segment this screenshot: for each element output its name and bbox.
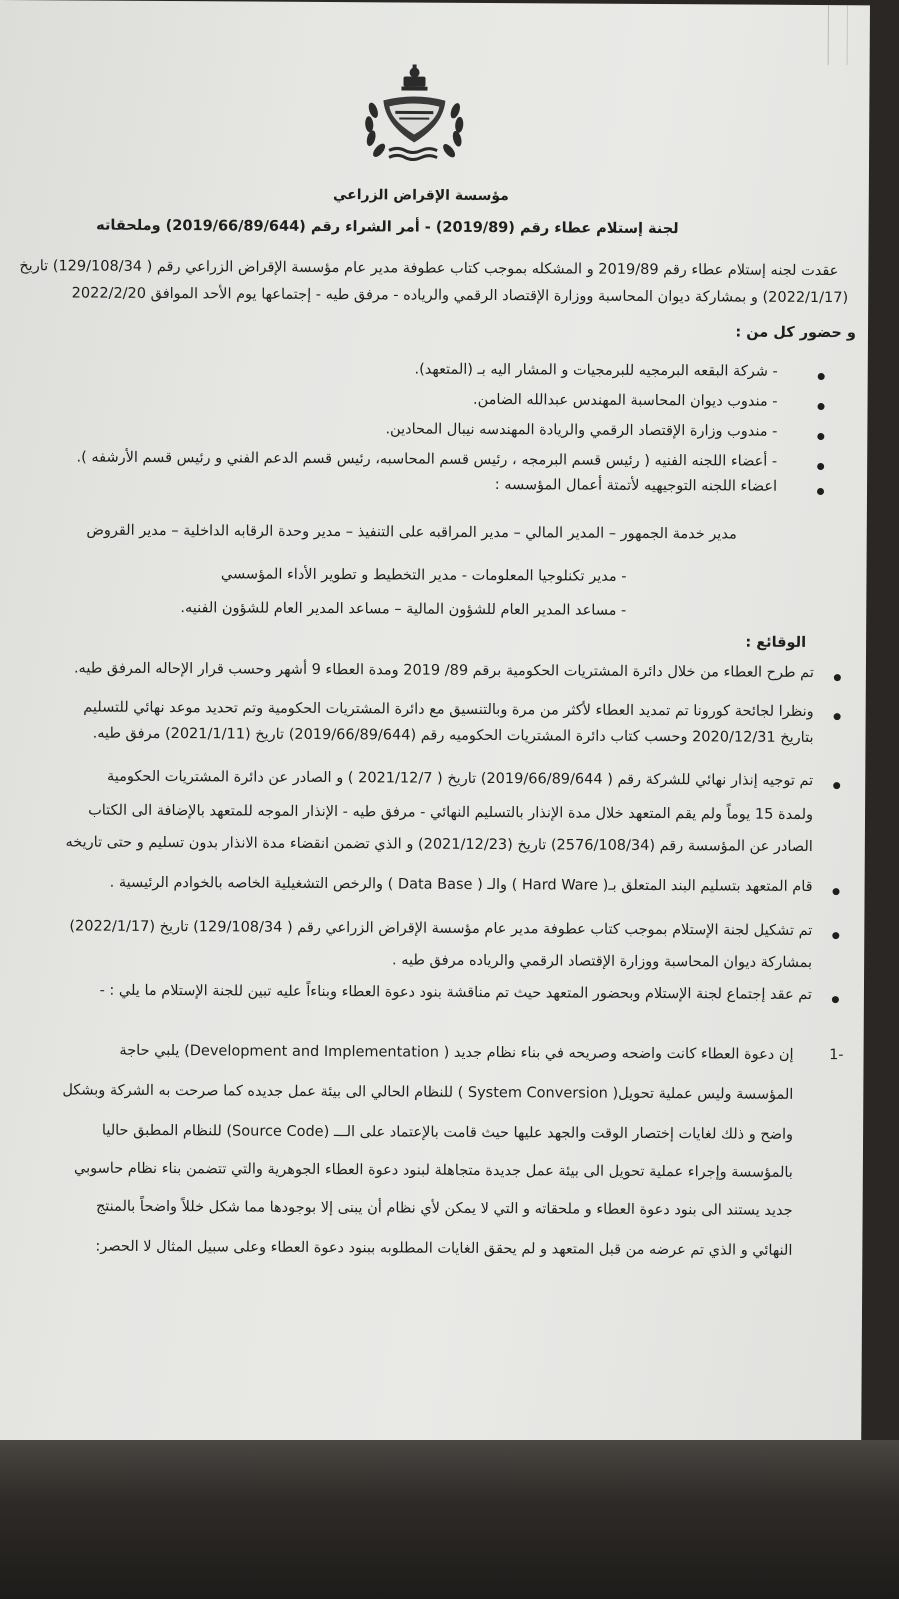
facts-heading: الوقائع : xyxy=(745,634,807,651)
fact-line: بتاريخ 2020/12/31 وحسب كتاب دائرة المشتريات الحكوميه رقم (2019/66/89/644) تاريخ (2021/1/11) مرفق طيه. xyxy=(92,725,814,746)
list-bullet xyxy=(834,713,841,720)
list-bullet xyxy=(817,463,824,470)
point-line: المؤسسة وليس عملية تحويل( System Conversion ) للنظام الحالي الى بيئة عمل جديده كما صرحت به الشركة وبشكل xyxy=(62,1082,794,1103)
steering-line: - مساعد المدير العام للشؤون المالية – مساعد المدير العام للشؤون الفنيه. xyxy=(180,600,627,619)
fact-line: ولمدة 15 يوماً ولم يقم المتعهد خلال مدة الإنذار بالتسليم النهائي - مرفق طيه - الإنذار الموجه للمتعهد بالإضافة الى الكتاب xyxy=(88,802,814,823)
list-bullet xyxy=(833,888,840,895)
point-line: واضح و ذلك لغايات إختصار الوقت والجهد عليها حيث قامت بالإعتماد على الـــ (Source Code) للنظام المطبق حاليا xyxy=(101,1122,794,1143)
page-crease xyxy=(828,5,848,65)
list-bullet xyxy=(832,996,839,1003)
list-bullet xyxy=(832,932,839,939)
attendees-heading: و حضور كل من : xyxy=(735,324,857,342)
intro-line-2: (2022/1/17) و بمشاركة ديوان المحاسبة ووزارة الإقتصاد الرقمي والرياده - مرفق طيه - إجتماعها يوم الأحد الموافق 2022/2/20 xyxy=(71,285,849,307)
point-line: جديد يستند الى بنود دعوة العطاء و ملحقاته و التي لا يمكن لأي نظام أن يبنى إلا بوجودها مما شكل خللاً واضحاً بالمنتج xyxy=(95,1198,793,1219)
list-bullet xyxy=(818,403,825,410)
point-number: -1 xyxy=(829,1047,844,1064)
org-name: مؤسسة الإقراض الزراعي xyxy=(332,187,509,205)
acc-logo-emblem xyxy=(359,62,470,173)
fact-line: بمشاركة ديوان المحاسبة ووزارة الإقتصاد الرقمي والرياده مرفق طيه . xyxy=(391,952,813,971)
point-line: النهائي و الذي تم عرضه من قبل المتعهد و لم يحقق الغايات المطلوبه ببنود دعوة العطاء وعلى سبيل المثال لا الحصر: xyxy=(95,1238,793,1259)
point-line: بالمؤسسة وإجراء عملية تحويل الى بيئة عمل جديدة متجاهلة لبنود دعوة العطاء الجوهرية والتي تتضمن بناء نظام حاسوبي xyxy=(73,1160,793,1181)
fact-line: تم تشكيل لجنة الإستلام بموجب كتاب عطوفة مدير عام مؤسسة الإقراض الزراعي رقم ( 129/108/34) تاريخ (2022/1/17) xyxy=(69,918,813,939)
fact-line: قام المتعهد بتسليم البند المتعلق بـ( Hard Ware ) والـ ( Data Base ) والرخص التشغيلية الخاصه بالخوادم الرئيسية . xyxy=(109,874,813,895)
intro-line-1: عقدت لجنه إستلام عطاء رقم 2019/89 و المشكله بموجب كتاب عطوفة مدير عام مؤسسة الإقراض الزراعي رقم ( 129/108/34) تاريخ xyxy=(19,258,839,280)
list-bullet xyxy=(818,373,825,380)
table-surface xyxy=(0,1440,899,1599)
list-bullet xyxy=(817,488,824,495)
fact-line: تم طرح العطاء من خلال دائرة المشتريات الحكومية برقم 89/ 2019 ومدة العطاء 9 أشهر وحسب قرار الإحاله المرفق طيه. xyxy=(73,660,814,681)
fact-line: تم عقد إجتماع لجنة الإستلام وبحضور المتعهد حيث تم مناقشة بنود دعوة العطاء وبناءاً عليه تبين للجنة الإستلام ما يلي : - xyxy=(99,982,812,1003)
attendee-item: - أعضاء اللجنه الفنيه ( رئيس قسم البرمجه ، رئيس قسم المحاسبه، رئيس قسم الدعم الفني و رئيس قسم الأرشفه ). xyxy=(76,449,778,470)
steering-line: مدير خدمة الجمهور – المدير المالي – مدير المراقبه على التنفيذ – مدير وحدة الرقابه الداخلية – مدير القروض xyxy=(86,522,737,543)
fact-line: تم توجيه إنذار نهائي للشركة رقم ( 2019/66/89/644) تاريخ ( 2021/12/7 ) و الصادر عن دائرة المشتريات الحكومية xyxy=(106,768,814,789)
attendee-item: اعضاء اللجنه التوجيهيه لأتمتة أعمال المؤسسه : xyxy=(494,477,778,495)
attendee-item: - مندوب ديوان المحاسبة المهندس عبدالله الضامن. xyxy=(472,391,778,410)
list-bullet xyxy=(817,433,824,440)
list-bullet xyxy=(833,782,840,789)
point-line: إن دعوة العطاء كانت واضحه وصريحه في بناء نظام جديد ( Development and Implementation) يلبي حاجة xyxy=(119,1042,794,1063)
committee-title: لجنة إستلام عطاء رقم (2019/89) - أمر الشراء رقم (2019/66/89/644) وملحقاته xyxy=(96,217,679,238)
fact-line: الصادر عن المؤسسة رقم (2576/108/34) تاريخ (2021/12/23) و الذي تضمن انقضاء مدة الانذار بدون تسليم و حتى تاريخه xyxy=(65,834,813,855)
fact-line: ونظرا لجائحة كورونا تم تمديد العطاء لأكثر من مرة وبالتنسيق مع دائرة المشتريات الحكومية وتم تحديد موعد نهائي للتسليم xyxy=(83,699,814,720)
steering-line: - مدير تكنلوجيا المعلومات - مدير التخطيط و تطوير الأداء المؤسسي xyxy=(220,566,627,585)
attendee-item: - مندوب وزارة الإقتصاد الرقمي والريادة المهندسه نيبال المحادين. xyxy=(385,421,778,440)
attendee-item: - شركة البقعه البرمجيه للبرمجيات و المشار اليه بـ (المتعهد). xyxy=(414,361,778,380)
list-bullet xyxy=(834,674,841,681)
